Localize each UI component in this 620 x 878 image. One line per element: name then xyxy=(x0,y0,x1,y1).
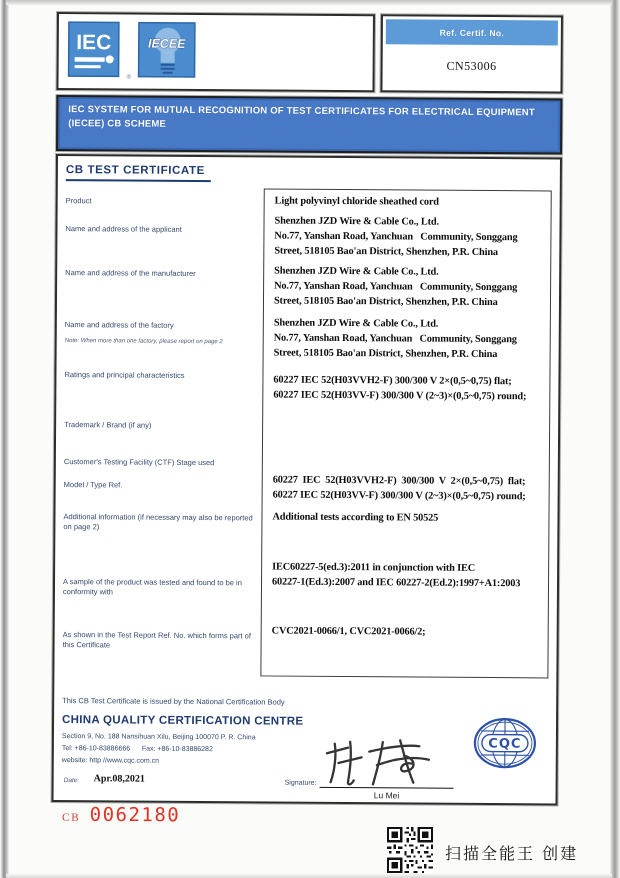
certification-body-name: CHINA QUALITY CERTIFICATION CENTRE xyxy=(62,714,304,728)
iecee-logo-icon xyxy=(138,21,196,82)
signature-handwriting xyxy=(322,738,440,794)
ref-certif-number: CN53006 xyxy=(446,58,497,74)
value-manufacturer: Shenzhen JZD Wire & Cable Co., Ltd. No.77, Yanshan Road, Yanchuan Community, Songgang Street, 518105 Bao'an District, Shenzhen, P.R. China xyxy=(273,265,518,309)
scheme-banner xyxy=(56,95,562,155)
label-conformity: A sample of the product was tested and found to be in conformity with xyxy=(62,577,242,597)
label-ctf-stage: Customer's Testing Facility (CTF) Stage used xyxy=(63,457,215,468)
certification-body-website: website: http //www.cqc.com.cn xyxy=(61,757,160,765)
svg-text:CQC: CQC xyxy=(488,736,522,752)
label-factory: Name and address of the factory xyxy=(64,320,174,330)
svg-text:IECEE: IECEE xyxy=(148,36,187,51)
value-test-report: CVC2021-0066/1, CVC2021-0066/2; xyxy=(271,625,426,638)
certificate-header-row xyxy=(56,12,563,94)
value-product: Light polyvinyl chloride sheathed cord xyxy=(274,195,439,208)
registered-mark: ® xyxy=(126,74,131,81)
date-value: Apr.08,2021 xyxy=(93,773,145,785)
value-applicant: Shenzhen JZD Wire & Cable Co., Ltd. No.77, Yanshan Road, Yanchuan Community, Songgang Street, 518105 Bao'an District, Shenzhen, P.R. China xyxy=(274,215,518,259)
label-applicant: Name and address of the applicant xyxy=(65,224,182,234)
label-test-report: As shown in the Test Report Ref. No. which forms part of this Certificate xyxy=(62,630,251,650)
certificate-body xyxy=(51,154,562,806)
value-factory: Shenzhen JZD Wire & Cable Co., Ltd. No.77, Yanshan Road, Yanchuan Community, Songgang Street, 518105 Bao'an District, Shenzhen, P.R. China xyxy=(273,317,517,361)
cb-stamp-prefix: CB xyxy=(61,811,81,824)
value-conformity: IEC60227-5(ed.3):2011 in conjunction with IEC 60227-1(Ed.3):2007 and IEC 60227-2(Ed.2):1997+A1:2003 xyxy=(271,561,521,590)
certificate xyxy=(51,12,563,806)
cqc-logo-icon xyxy=(473,717,537,774)
camscanner-text: 扫描全能王 创建 xyxy=(445,844,579,863)
label-additional-info: Additional information (if necessary may also be reported on page 2) xyxy=(63,512,253,532)
signature-label: Signature: xyxy=(284,779,317,787)
value-additional-info: Additional tests according to EN 50525 xyxy=(272,511,439,524)
label-ratings: Ratings and principal characteristics xyxy=(64,370,185,380)
certification-body-telfax: Tel: +86-10-83886666 Fax: +86-10-83886282 xyxy=(61,745,213,754)
svg-text:IEC: IEC xyxy=(76,30,112,54)
label-trademark: Trademark / Brand (if any) xyxy=(64,420,152,430)
qr-code-icon xyxy=(387,827,433,878)
signatory-name: Lu Mei xyxy=(373,790,400,801)
label-model-type: Model / Type Ref. xyxy=(63,480,123,490)
ref-certif-label: Ref. Certif. No. xyxy=(386,19,558,45)
label-manufacturer: Name and address of the manufacturer xyxy=(65,268,196,278)
cb-serial-stamp xyxy=(62,804,180,827)
certification-body-address: Section 9, No. 188 Nansihuan Xilu, Beijing 100070 P. R. China xyxy=(61,733,256,742)
values-panel xyxy=(260,188,551,678)
cb-stamp-number: 0062180 xyxy=(89,803,181,827)
certificate-title: CB TEST CERTIFICATE xyxy=(66,164,211,182)
ref-certif-box xyxy=(380,14,563,93)
scheme-banner-text: IEC SYSTEM FOR MUTUAL RECOGNITION OF TEST CERTIFICATES FOR ELECTRICAL EQUIPMENT (IECEE) CB SCHEME xyxy=(68,104,535,130)
logos-box xyxy=(56,12,375,92)
label-factory-note: Note: When more than one factory, please report on page 2 xyxy=(64,338,223,346)
value-ratings: 60227 IEC 52(H03VVH2-F) 300/300 V 2×(0,5~0,75) flat; 60227 IEC 52(H03VV-F) 300/300 V (2~3)×(0,5~0,75) round; xyxy=(273,374,527,403)
scan-edge-top xyxy=(6,0,612,5)
issued-by-statement: This CB Test Certificate is issued by the National Certification Body xyxy=(62,696,285,707)
label-product: Product xyxy=(65,196,92,206)
iec-logo-icon xyxy=(68,21,120,82)
scan-edge-left xyxy=(0,0,9,878)
date-label: Date: xyxy=(63,777,80,785)
scan-edge-right xyxy=(610,0,620,878)
camscanner-watermark xyxy=(387,827,578,878)
value-model-type: 60227 IEC 52(H03VVH2-F) 300/300 V 2×(0,5~0,75) flat; 60227 IEC 52(H03VV-F) 300/300 V (2~3)×(0,5~0,75) round; xyxy=(272,474,526,503)
